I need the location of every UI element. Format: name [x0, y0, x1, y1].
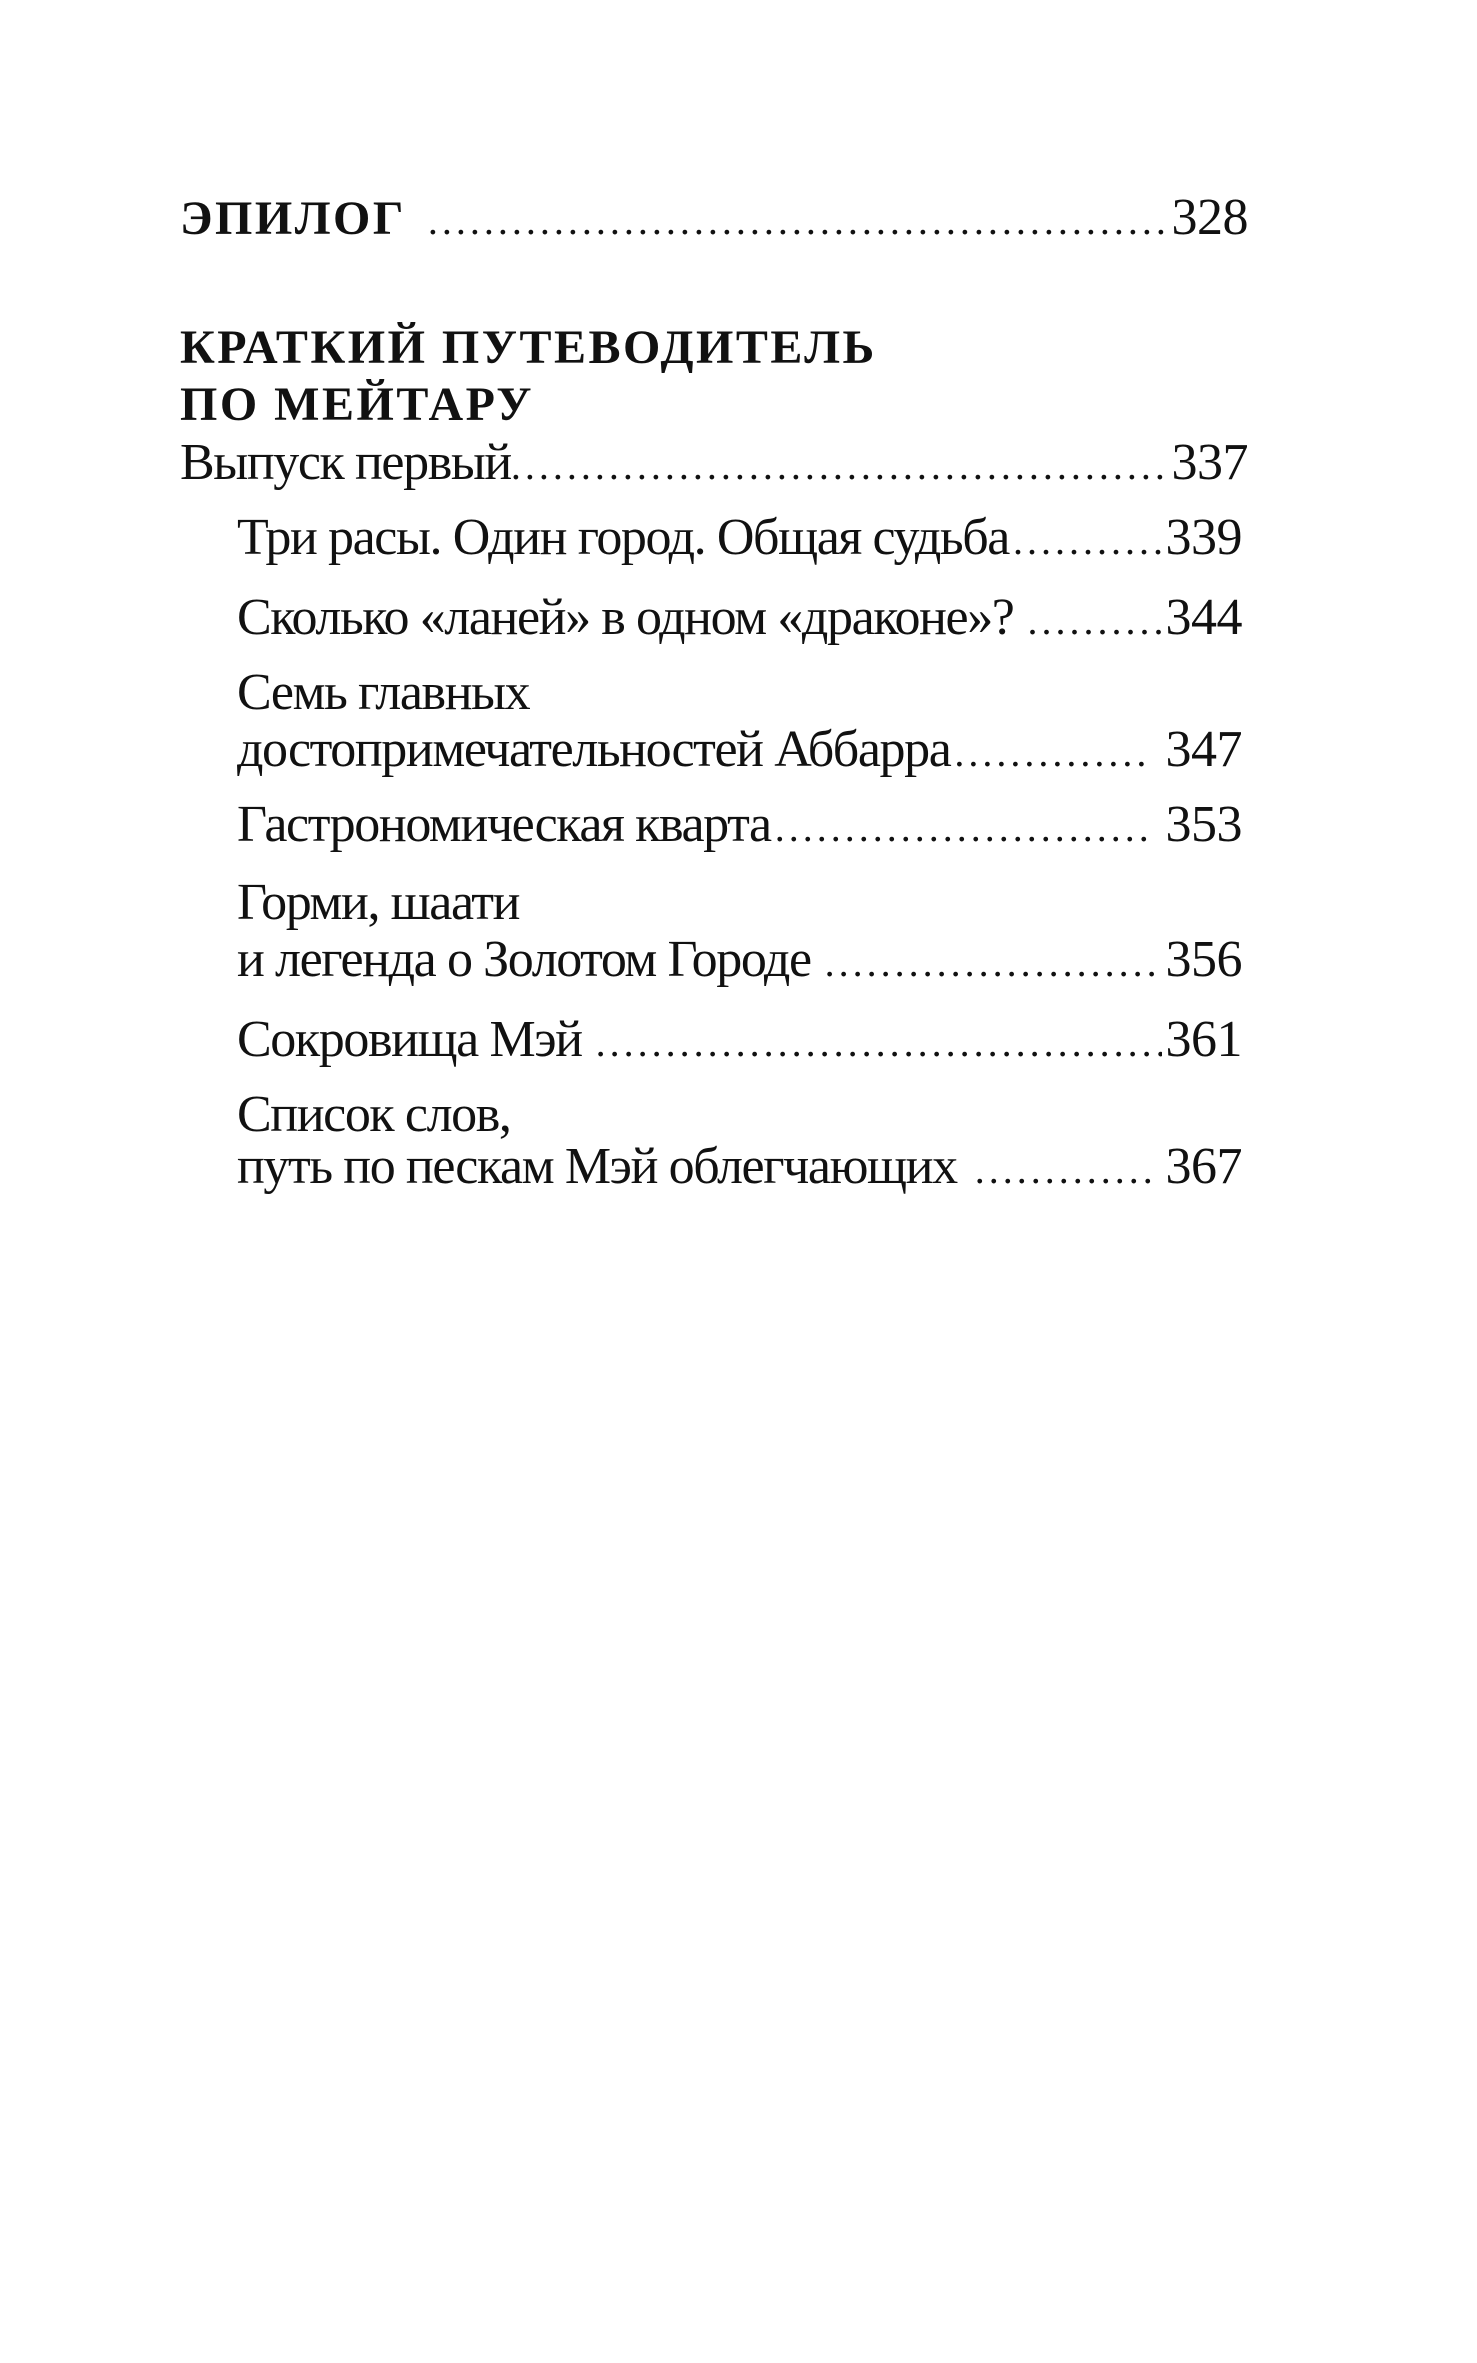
toc-subentry-three-races[interactable] [237, 508, 1242, 568]
dot-leader [825, 930, 1162, 993]
toc-subentry-gastronomic-quarter[interactable] [237, 795, 1242, 855]
toc-page-number: 347 [1165, 721, 1242, 778]
toc-entry-title: Горми, шаати [237, 874, 520, 931]
toc-entry-title: Сокровища Мэй [237, 1011, 582, 1068]
toc-page-number: 344 [1165, 589, 1242, 646]
toc-entry-title: и легенда о Золотом Городе [237, 931, 811, 988]
toc-entry-title: Семь главных [237, 664, 530, 721]
dot-leader [428, 188, 1168, 251]
section-heading-line-1 [180, 318, 1248, 378]
toc-page-number: 356 [1165, 931, 1242, 988]
dot-leader [954, 720, 1151, 783]
dot-leader [1027, 588, 1161, 651]
toc-subentry-gormi[interactable] [237, 930, 1242, 990]
dot-leader [596, 1010, 1162, 1073]
toc-entry-title: Выпуск первый [180, 434, 511, 491]
section-heading-line-2 [180, 375, 1248, 435]
dot-leader [775, 795, 1152, 858]
toc-subentry-seven-sights-line-1[interactable] [237, 663, 1242, 723]
section-heading: ПО МЕЙТАРУ [180, 378, 534, 431]
toc-subentry-gormi-line-1[interactable] [237, 873, 1242, 933]
toc-entry-title: Гастрономическая кварта [237, 796, 771, 853]
toc-subentry-deer-per-dragon[interactable] [237, 588, 1242, 648]
section-heading: КРАТКИЙ ПУТЕВОДИТЕЛЬ [180, 321, 877, 374]
toc-entry-title: достопримечательностей Аббарра [237, 721, 951, 778]
toc-entry-title: путь по пескам Мэй облегчающих [237, 1138, 957, 1195]
toc-entry-title: Список слов, [237, 1086, 511, 1143]
toc-entry-issue-one[interactable] [180, 433, 1248, 493]
toc-subentry-word-list-line-1[interactable] [237, 1085, 1242, 1145]
dot-leader [511, 433, 1168, 496]
toc-page-number: 337 [1171, 434, 1248, 491]
toc-page-number: 361 [1165, 1011, 1242, 1068]
toc-page-number: 353 [1165, 796, 1242, 853]
dot-leader [975, 1137, 1152, 1200]
toc-page-number: 367 [1165, 1138, 1242, 1195]
toc-subentry-word-list[interactable] [237, 1137, 1242, 1197]
toc-subentry-seven-sights[interactable] [237, 720, 1242, 780]
toc-entry-epilogue[interactable] [180, 188, 1248, 248]
toc-page-number: 328 [1171, 189, 1248, 246]
toc-entry-title: ЭПИЛОГ [180, 192, 406, 245]
dot-leader [1013, 508, 1162, 571]
toc-entry-title: Сколько «ланей» в одном «драконе»? [237, 589, 1014, 646]
toc-page-number: 339 [1165, 509, 1242, 566]
toc-entry-title: Три расы. Один город. Общая судьба [237, 509, 1009, 566]
toc-subentry-treasures-of-mei[interactable] [237, 1010, 1242, 1070]
